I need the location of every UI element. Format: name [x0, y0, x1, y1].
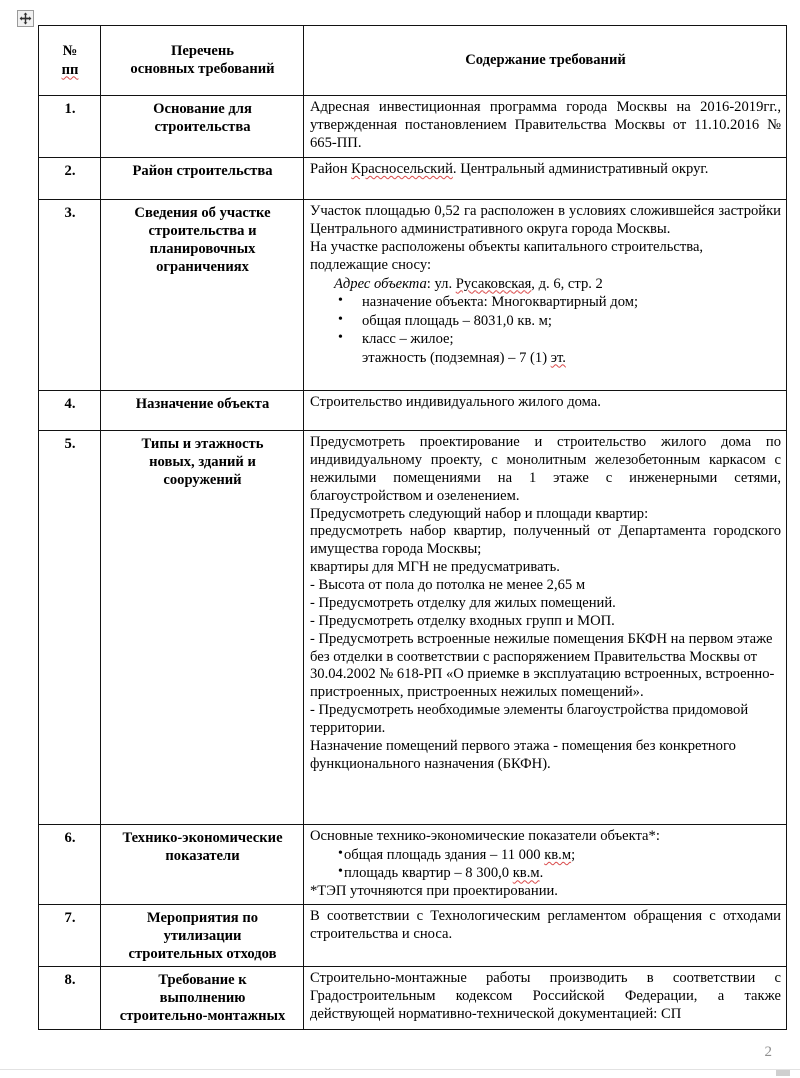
row-number: 3.	[39, 200, 101, 391]
header-number-line1: №	[62, 42, 78, 59]
list-item: • общая площадь – 8031,0 кв. м;	[310, 312, 781, 331]
row-requirement-title	[101, 431, 304, 825]
footer-divider	[0, 1069, 800, 1070]
row-content	[304, 158, 787, 200]
row-content	[304, 904, 787, 967]
row-requirement-title	[101, 200, 304, 391]
content-paragraph: предусмотреть набор квартир, полученный от Департамента городского имущества города Москвы;	[310, 523, 781, 558]
address-label: Адрес объекта	[334, 275, 427, 292]
row-content	[304, 96, 787, 158]
content-paragraph: - Предусмотреть отделку для жилых помещений.	[310, 594, 616, 611]
header-content-label: Содержание требований	[465, 51, 626, 68]
content-text: общая площадь здания – 11 000	[344, 846, 545, 863]
row-requirement-title	[101, 96, 304, 158]
content-paragraph: квартиры для МГН не предусматривать.	[310, 559, 560, 576]
requirement-line: строительства	[154, 118, 251, 135]
content-paragraph: - Высота от пола до потолка не менее 2,65 м	[310, 577, 586, 593]
header-number-line2: пп	[61, 61, 79, 78]
misspelled-word: Русаковская	[455, 275, 532, 292]
misspelled-word: кв.м	[512, 865, 540, 882]
content-paragraph: Адресная инвестиционная программа города Москвы на 2016-2019гг., утвержденная постановлением Правительства Москвы от 11.10.2016 № 665-ПП.	[310, 99, 781, 151]
footer-marker	[776, 1070, 790, 1076]
table-row	[39, 825, 787, 905]
table-header-row	[39, 26, 787, 96]
requirement-line: Сведения об участке	[134, 205, 271, 221]
row-number: 2.	[39, 158, 101, 200]
row-requirement-title	[101, 825, 304, 905]
content-paragraph: Основные технико-экономические показатели объекта*:	[310, 828, 660, 844]
move-cross-icon[interactable]	[17, 10, 34, 27]
content-paragraph: На участке расположены объекты капитального строительства, подлежащие сносу:	[310, 238, 704, 273]
header-cell-number	[39, 26, 101, 96]
row-number: 6.	[39, 825, 101, 905]
requirement-line: Технико-экономические	[122, 830, 283, 846]
content-paragraph: Предусмотреть следующий набор и площади квартир:	[310, 505, 649, 522]
header-cell-content	[304, 26, 787, 96]
requirement-line: Требование к	[158, 972, 247, 989]
content-text: : ул.	[426, 275, 456, 292]
content-paragraph: Строительство индивидуального жилого дома.	[310, 394, 601, 410]
content-footnote: *ТЭП уточняются при проектировании.	[310, 882, 558, 899]
content-paragraph: Предусмотреть проектирование и строительство жилого дома по индивидуальному проекту, с монолитным железобетонным каркасом с нежилыми помещениями на 1 этаже с инженерными сетями, благоустройством и озеленением.	[310, 434, 781, 504]
requirement-line: сооружений	[163, 471, 242, 488]
content-text: . Центральный административный округ.	[452, 161, 709, 177]
requirement-line: Типы и этажность	[141, 436, 264, 452]
table-row	[39, 200, 787, 391]
content-paragraph: Назначение помещений первого этажа - помещения без конкретного функционального назначения (БКФН).	[310, 737, 736, 772]
requirement-line: показатели	[165, 847, 240, 864]
object-address	[310, 275, 781, 294]
content-text: .	[539, 865, 544, 882]
content-text: ;	[571, 846, 576, 863]
list-item	[310, 864, 781, 883]
requirement-line: ограничениях	[156, 258, 249, 275]
content-paragraph: - Предусмотреть необходимые элементы благоустройства придомовой территории.	[310, 702, 749, 736]
row-requirement-title	[101, 967, 304, 1030]
row-requirement-title	[101, 904, 304, 967]
header-cell-requirements	[101, 26, 304, 96]
content-text: этажность (подземная) – 7 (1)	[362, 349, 551, 366]
list-item	[310, 846, 781, 865]
content-text: площадь квартир – 8 300,0	[344, 865, 513, 882]
table-row	[39, 431, 787, 825]
content-paragraph: - Предусмотреть встроенные нежилые помещения БКФН на первом этаже без отделки в соответствии с распоряжением Правительства Москвы от 30.04.2002 № 618-РП «О приемке в эксплуатацию встроенных, встроенно-пристроенных, пристроенных нежилых помещений».	[310, 630, 775, 701]
content-text: Район	[310, 161, 352, 177]
content-paragraph: В соответствии с Технологическим регламентом обращения с отходами строительства и сноса.	[310, 907, 781, 942]
row-requirement-title	[101, 158, 304, 200]
table-row	[39, 904, 787, 967]
row-number: 5.	[39, 431, 101, 825]
row-content	[304, 825, 787, 905]
requirement-line: Назначение объекта	[135, 396, 270, 412]
table-row	[39, 158, 787, 200]
requirement-line: строительства и	[148, 222, 257, 239]
requirement-line: Мероприятия по	[146, 909, 259, 926]
row-content	[304, 391, 787, 431]
requirement-line: строительно-монтажных	[119, 1008, 286, 1025]
row-content	[304, 200, 787, 391]
list-item: • назначение объекта: Многоквартирный дом;	[310, 293, 781, 312]
header-requirements-line2: основных требований	[130, 60, 275, 77]
row-number: 4.	[39, 391, 101, 431]
requirement-line: выполнению	[159, 990, 246, 1007]
requirements-table	[38, 25, 787, 1030]
row-content	[304, 967, 787, 1030]
list-item: • класс – жилое;	[310, 330, 781, 349]
content-paragraph	[310, 161, 781, 179]
table-row	[39, 967, 787, 1030]
table-row	[39, 96, 787, 158]
misspelled-word: Красносельский	[351, 161, 453, 177]
misspelled-word: эт.	[550, 349, 566, 366]
requirement-line: Район строительства	[132, 163, 273, 179]
row-number: 7.	[39, 904, 101, 967]
table-row	[39, 391, 787, 431]
content-paragraph: Участок площадью 0,52 га расположен в условиях сложившейся застройки Центрального административного округа города Москвы.	[310, 203, 781, 237]
requirement-line: новых, зданий и	[149, 453, 256, 470]
header-requirements-line1: Перечень	[171, 42, 234, 59]
content-paragraph: Строительно-монтажные работы производить в соответствии с Градостроительным кодексом Российской Федерации, а также действующей нормативно-технической документацией: СП	[310, 970, 781, 1023]
content-text: , д. 6, стр. 2	[531, 275, 603, 292]
row-number: 1.	[39, 96, 101, 158]
row-content	[304, 431, 787, 825]
tep-indicators-list	[310, 846, 781, 883]
list-item-no-bullet	[310, 349, 781, 368]
misspelled-word: кв.м	[544, 846, 572, 863]
requirement-line: Основание для	[153, 101, 252, 117]
requirement-line: планировочных	[149, 240, 256, 257]
requirement-line: утилизации	[163, 927, 242, 944]
row-requirement-title	[101, 391, 304, 431]
object-properties-list	[310, 293, 781, 349]
requirement-line: строительных отходов	[128, 945, 277, 962]
row-number: 8.	[39, 967, 101, 1030]
page-number: 2	[764, 1044, 772, 1060]
content-paragraph: - Предусмотреть отделку входных групп и МОП.	[310, 612, 615, 629]
